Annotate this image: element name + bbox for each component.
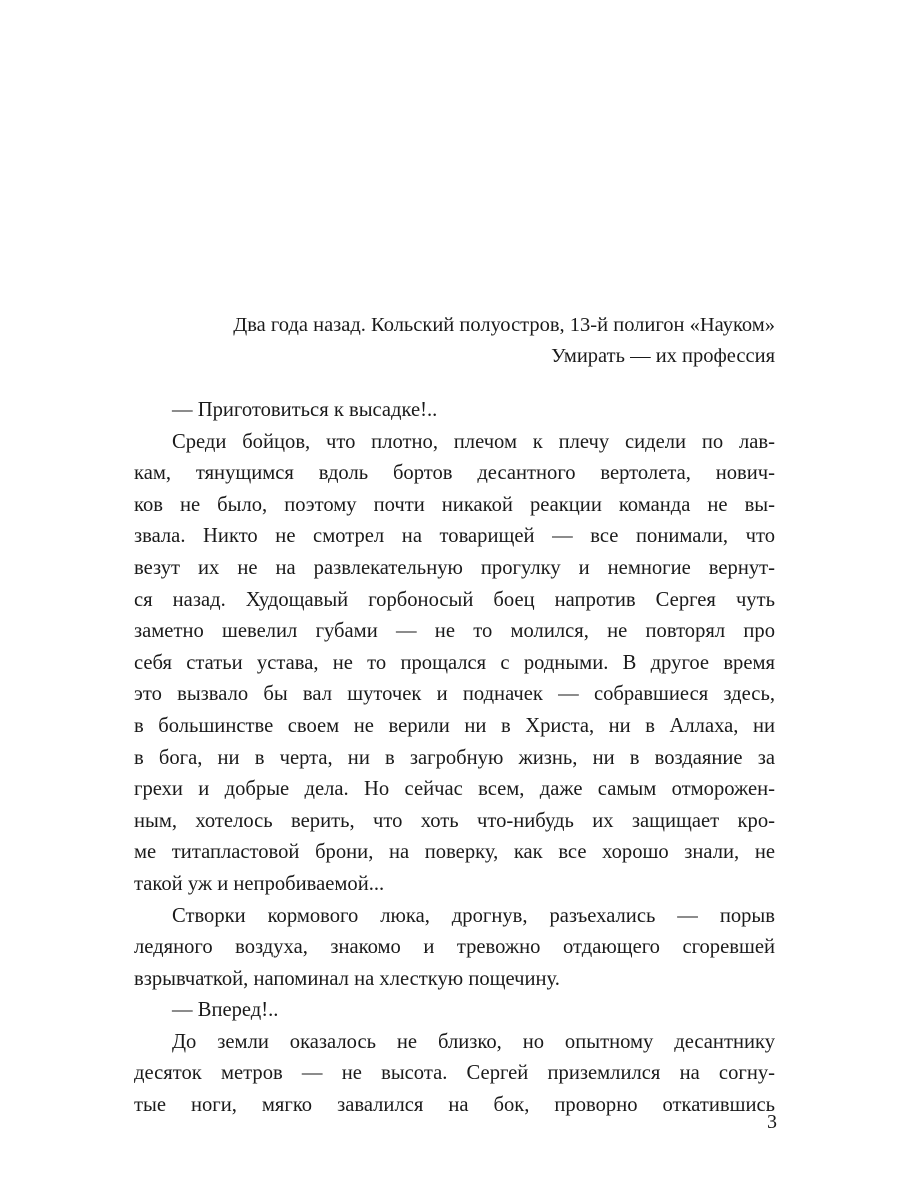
- text-line: грехи и добрые дела. Но сейчас всем, даже самым отморожен-: [134, 778, 775, 801]
- epigraph-location-line: Два года назад. Кольский полуостров, 13-й полигон «Науком»: [233, 314, 775, 336]
- page-number: 3: [767, 1111, 777, 1133]
- text-line: взрывчаткой, напоминал на хлесткую пощечину.: [134, 967, 560, 990]
- text-line: — Приготовиться к высадке!..: [172, 399, 438, 421]
- text-line: ся назад. Худощавый горбоносый боец напротив Сергея чуть: [134, 588, 775, 611]
- text-line: везут их не на развлекательную прогулку и немногие вернут-: [134, 556, 775, 579]
- text-line: себя статьи устава, не то прощался с родными. В другое время: [134, 651, 775, 674]
- text-line: Среди бойцов, что плотно, плечом к плечу сидели по лав-: [172, 430, 775, 453]
- text-line: ков не было, поэтому почти никакой реакции команда не вы-: [134, 493, 775, 516]
- text-line: десяток метров — не высота. Сергей приземлился на согну-: [134, 1062, 775, 1085]
- text-line: Створки кормового люка, дрогнув, разъехались — порыв: [172, 904, 775, 927]
- chapter-epigraph: [120, 310, 775, 372]
- body-text: [134, 395, 775, 1122]
- text-line: До земли оказалось не близко, но опытному десантнику: [172, 1030, 775, 1053]
- text-line: это вызвало бы вал шуточек и подначек — собравшиеся здесь,: [134, 683, 775, 706]
- epigraph-title-line: Умирать — их профессия: [551, 345, 775, 367]
- text-line: ледяного воздуха, знакомо и тревожно отдающего сгоревшей: [134, 936, 775, 959]
- text-line: ным, хотелось верить, что хоть что-нибудь их защищает кро-: [134, 809, 775, 832]
- text-line: в большинстве своем не верили ни в Христа, ни в Аллаха, ни: [134, 714, 775, 737]
- text-line: — Вперед!..: [172, 999, 279, 1022]
- text-line: звала. Никто не смотрел на товарищей — все понимали, что: [134, 525, 775, 548]
- text-line: в бога, ни в черта, ни в загробную жизнь, ни в воздаяние за: [134, 746, 775, 769]
- text-line: заметно шевелил губами — не то молился, не повторял про: [134, 620, 775, 643]
- text-line: ме титапластовой брони, на поверку, как все хорошо знали, не: [134, 841, 775, 864]
- text-line: кам, тянущимся вдоль бортов десантного вертолета, нович-: [134, 462, 775, 485]
- text-line: тые ноги, мягко завалился на бок, проворно откатившись: [134, 1094, 775, 1117]
- text-line: такой уж и непробиваемой...: [134, 872, 385, 895]
